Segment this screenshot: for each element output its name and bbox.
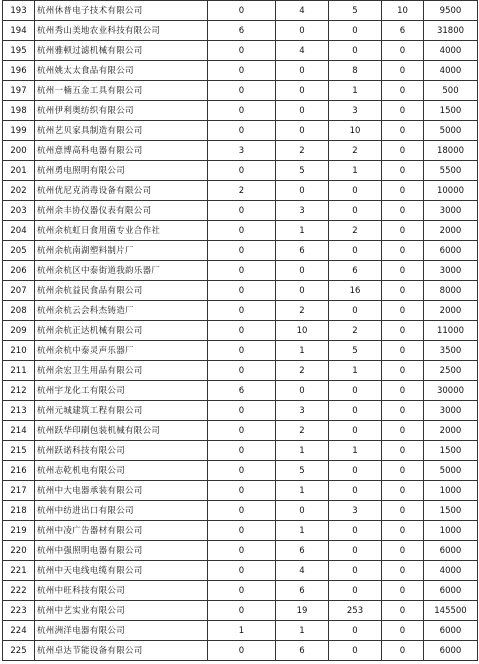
row-number-cell: 208: [3, 301, 35, 321]
amount-cell: 4000: [424, 61, 478, 81]
value-col-4-cell: 6: [382, 21, 424, 41]
table-row: [3, 641, 478, 661]
value-col-2-cell: 0: [276, 121, 329, 141]
value-col-4-cell: 0: [382, 261, 424, 281]
value-col-2-cell: 0: [276, 281, 329, 301]
company-name-cell: 杭州跃诺科技有限公司: [35, 441, 208, 461]
value-col-4-cell: 0: [382, 361, 424, 381]
value-col-3-cell: 0: [329, 561, 382, 581]
value-col-4-cell: 0: [382, 481, 424, 501]
value-col-3-cell: 1: [329, 441, 382, 461]
amount-cell: 5500: [424, 161, 478, 181]
value-col-1-cell: 3: [208, 141, 276, 161]
company-name-cell: 杭州余杭云会科杰铸造厂: [35, 301, 208, 321]
value-col-1-cell: 0: [208, 601, 276, 621]
company-name-cell: 杭州余丰协仪器仪表有限公司: [35, 201, 208, 221]
table-row: [3, 441, 478, 461]
value-col-2-cell: 5: [276, 161, 329, 181]
row-number-cell: 210: [3, 341, 35, 361]
value-col-3-cell: 16: [329, 281, 382, 301]
value-col-4-cell: 0: [382, 641, 424, 661]
amount-cell: 10000: [424, 181, 478, 201]
value-col-1-cell: 0: [208, 1, 276, 21]
company-name-cell: 杭州中纺进出口有限公司: [35, 501, 208, 521]
value-col-4-cell: 0: [382, 321, 424, 341]
table-row: [3, 21, 478, 41]
value-col-3-cell: 2: [329, 221, 382, 241]
value-col-1-cell: 1: [208, 621, 276, 641]
row-number-cell: 223: [3, 601, 35, 621]
value-col-4-cell: 0: [382, 241, 424, 261]
amount-cell: 3000: [424, 261, 478, 281]
value-col-2-cell: 3: [276, 201, 329, 221]
table-row: [3, 161, 478, 181]
value-col-2-cell: 6: [276, 241, 329, 261]
value-col-2-cell: 5: [276, 461, 329, 481]
value-col-3-cell: 2: [329, 321, 382, 341]
row-number-cell: 221: [3, 561, 35, 581]
amount-cell: 8000: [424, 281, 478, 301]
table-row: [3, 541, 478, 561]
company-name-cell: 杭州余宏卫生用品有限公司: [35, 361, 208, 381]
amount-cell: 1000: [424, 521, 478, 541]
value-col-1-cell: 0: [208, 201, 276, 221]
amount-cell: 1500: [424, 101, 478, 121]
value-col-4-cell: 0: [382, 81, 424, 101]
value-col-1-cell: 0: [208, 561, 276, 581]
value-col-2-cell: 4: [276, 1, 329, 21]
value-col-2-cell: 2: [276, 301, 329, 321]
amount-cell: 5000: [424, 461, 478, 481]
company-name-cell: 杭州中天电线电缆有限公司: [35, 561, 208, 581]
value-col-3-cell: 1: [329, 81, 382, 101]
amount-cell: 30000: [424, 381, 478, 401]
row-number-cell: 199: [3, 121, 35, 141]
row-number-cell: 216: [3, 461, 35, 481]
value-col-4-cell: 0: [382, 441, 424, 461]
value-col-2-cell: 6: [276, 581, 329, 601]
company-name-cell: 杭州秀山美地农业科技有限公司: [35, 21, 208, 41]
value-col-4-cell: 0: [382, 221, 424, 241]
row-number-cell: 202: [3, 181, 35, 201]
value-col-3-cell: 1: [329, 161, 382, 181]
value-col-1-cell: 0: [208, 161, 276, 181]
row-number-cell: 212: [3, 381, 35, 401]
value-col-2-cell: 0: [276, 21, 329, 41]
row-number-cell: 207: [3, 281, 35, 301]
amount-cell: 6000: [424, 541, 478, 561]
row-number-cell: 195: [3, 41, 35, 61]
company-data-table: [2, 0, 478, 661]
row-number-cell: 219: [3, 521, 35, 541]
value-col-4-cell: 0: [382, 561, 424, 581]
value-col-3-cell: 253: [329, 601, 382, 621]
table-row: [3, 181, 478, 201]
value-col-1-cell: 0: [208, 81, 276, 101]
table-row: [3, 561, 478, 581]
company-name-cell: 杭州雅顿过滤机械有限公司: [35, 41, 208, 61]
value-col-3-cell: 0: [329, 381, 382, 401]
company-name-cell: 杭州跃华印刷包装机械有限公司: [35, 421, 208, 441]
amount-cell: 4000: [424, 41, 478, 61]
company-name-cell: 杭州中大电器承装有限公司: [35, 481, 208, 501]
company-name-cell: 杭州宇龙化工有限公司: [35, 381, 208, 401]
value-col-4-cell: 0: [382, 521, 424, 541]
row-number-cell: 193: [3, 1, 35, 21]
amount-cell: 9500: [424, 1, 478, 21]
amount-cell: 11000: [424, 321, 478, 341]
table-row: [3, 81, 478, 101]
value-col-1-cell: 0: [208, 241, 276, 261]
company-name-cell: 杭州休普电子技术有限公司: [35, 1, 208, 21]
row-number-cell: 218: [3, 501, 35, 521]
value-col-3-cell: 0: [329, 481, 382, 501]
table-row: [3, 461, 478, 481]
table-row: [3, 401, 478, 421]
amount-cell: 6000: [424, 621, 478, 641]
row-number-cell: 194: [3, 21, 35, 41]
value-col-4-cell: 0: [382, 581, 424, 601]
value-col-2-cell: 1: [276, 441, 329, 461]
value-col-4-cell: 0: [382, 141, 424, 161]
value-col-4-cell: 0: [382, 381, 424, 401]
table-row: [3, 281, 478, 301]
company-name-cell: 杭州卓达节能设备有限公司: [35, 641, 208, 661]
value-col-1-cell: 0: [208, 521, 276, 541]
company-name-cell: 杭州元城建筑工程有限公司: [35, 401, 208, 421]
value-col-1-cell: 2: [208, 181, 276, 201]
value-col-3-cell: 0: [329, 401, 382, 421]
value-col-3-cell: 0: [329, 621, 382, 641]
value-col-1-cell: 0: [208, 321, 276, 341]
table-row: [3, 301, 478, 321]
value-col-2-cell: 1: [276, 521, 329, 541]
amount-cell: 1500: [424, 441, 478, 461]
table-row: [3, 381, 478, 401]
value-col-4-cell: 0: [382, 421, 424, 441]
row-number-cell: 196: [3, 61, 35, 81]
value-col-3-cell: 5: [329, 1, 382, 21]
company-name-cell: 杭州志乾机电有限公司: [35, 461, 208, 481]
row-number-cell: 224: [3, 621, 35, 641]
amount-cell: 3000: [424, 401, 478, 421]
amount-cell: 2000: [424, 301, 478, 321]
value-col-1-cell: 0: [208, 581, 276, 601]
amount-cell: 1000: [424, 481, 478, 501]
value-col-4-cell: 0: [382, 301, 424, 321]
table-row: [3, 201, 478, 221]
value-col-4-cell: 0: [382, 461, 424, 481]
table-row: [3, 121, 478, 141]
value-col-2-cell: 0: [276, 181, 329, 201]
row-number-cell: 209: [3, 321, 35, 341]
row-number-cell: 204: [3, 221, 35, 241]
amount-cell: 18000: [424, 141, 478, 161]
value-col-4-cell: 0: [382, 201, 424, 221]
value-col-2-cell: 2: [276, 361, 329, 381]
company-name-cell: 杭州中艺实业有限公司: [35, 601, 208, 621]
value-col-1-cell: 0: [208, 641, 276, 661]
table-row: [3, 361, 478, 381]
value-col-3-cell: 1: [329, 361, 382, 381]
value-col-2-cell: 0: [276, 501, 329, 521]
table-row: [3, 261, 478, 281]
row-number-cell: 197: [3, 81, 35, 101]
value-col-2-cell: 1: [276, 621, 329, 641]
company-name-cell: 杭州意博高科电器有限公司: [35, 141, 208, 161]
value-col-2-cell: 1: [276, 481, 329, 501]
value-col-2-cell: 6: [276, 541, 329, 561]
value-col-1-cell: 0: [208, 101, 276, 121]
row-number-cell: 198: [3, 101, 35, 121]
row-number-cell: 222: [3, 581, 35, 601]
company-name-cell: 杭州余杭南湖塑料制片厂: [35, 241, 208, 261]
row-number-cell: 215: [3, 441, 35, 461]
amount-cell: 500: [424, 81, 478, 101]
table-row: [3, 521, 478, 541]
value-col-2-cell: 2: [276, 421, 329, 441]
row-number-cell: 217: [3, 481, 35, 501]
row-number-cell: 205: [3, 241, 35, 261]
value-col-3-cell: 0: [329, 421, 382, 441]
value-col-3-cell: 0: [329, 641, 382, 661]
value-col-4-cell: 0: [382, 61, 424, 81]
value-col-2-cell: 0: [276, 261, 329, 281]
value-col-1-cell: 0: [208, 281, 276, 301]
value-col-1-cell: 0: [208, 261, 276, 281]
value-col-1-cell: 0: [208, 501, 276, 521]
table-row: [3, 141, 478, 161]
table-row: [3, 581, 478, 601]
amount-cell: 1500: [424, 501, 478, 521]
value-col-3-cell: 8: [329, 61, 382, 81]
table-row: [3, 241, 478, 261]
value-col-1-cell: 0: [208, 541, 276, 561]
value-col-1-cell: 0: [208, 481, 276, 501]
company-name-cell: 杭州伊利奥纺织有限公司: [35, 101, 208, 121]
value-col-3-cell: 0: [329, 21, 382, 41]
value-col-2-cell: 0: [276, 381, 329, 401]
value-col-1-cell: 0: [208, 221, 276, 241]
table-body: [3, 1, 478, 661]
table-row: [3, 621, 478, 641]
row-number-cell: 213: [3, 401, 35, 421]
value-col-1-cell: 6: [208, 381, 276, 401]
row-number-cell: 220: [3, 541, 35, 561]
value-col-3-cell: 3: [329, 501, 382, 521]
value-col-2-cell: 3: [276, 401, 329, 421]
value-col-1-cell: 0: [208, 121, 276, 141]
value-col-2-cell: 19: [276, 601, 329, 621]
value-col-2-cell: 6: [276, 641, 329, 661]
value-col-1-cell: 0: [208, 461, 276, 481]
table-row: [3, 601, 478, 621]
value-col-1-cell: 0: [208, 341, 276, 361]
amount-cell: 145500: [424, 601, 478, 621]
amount-cell: 4000: [424, 561, 478, 581]
company-name-cell: 杭州一楠五金工具有限公司: [35, 81, 208, 101]
value-col-1-cell: 0: [208, 441, 276, 461]
row-number-cell: 200: [3, 141, 35, 161]
table-row: [3, 481, 478, 501]
value-col-4-cell: 0: [382, 41, 424, 61]
value-col-3-cell: 6: [329, 261, 382, 281]
company-name-cell: 杭州中凌广告器材有限公司: [35, 521, 208, 541]
value-col-4-cell: 0: [382, 121, 424, 141]
company-name-cell: 杭州姚太太食品有限公司: [35, 61, 208, 81]
amount-cell: 6000: [424, 241, 478, 261]
value-col-4-cell: 0: [382, 101, 424, 121]
value-col-3-cell: 0: [329, 201, 382, 221]
row-number-cell: 225: [3, 641, 35, 661]
table-row: [3, 1, 478, 21]
value-col-2-cell: 4: [276, 561, 329, 581]
company-name-cell: 杭州余杭区中泰街道我韵乐器厂: [35, 261, 208, 281]
company-name-cell: 杭州中旺科技有限公司: [35, 581, 208, 601]
value-col-4-cell: 0: [382, 621, 424, 641]
value-col-4-cell: 0: [382, 181, 424, 201]
value-col-2-cell: 1: [276, 221, 329, 241]
value-col-1-cell: 0: [208, 61, 276, 81]
table-row: [3, 341, 478, 361]
value-col-2-cell: 4: [276, 41, 329, 61]
value-col-1-cell: 0: [208, 301, 276, 321]
value-col-3-cell: 5: [329, 341, 382, 361]
value-col-3-cell: 0: [329, 181, 382, 201]
value-col-2-cell: 1: [276, 341, 329, 361]
value-col-1-cell: 0: [208, 401, 276, 421]
amount-cell: 2500: [424, 361, 478, 381]
value-col-4-cell: 0: [382, 601, 424, 621]
row-number-cell: 201: [3, 161, 35, 181]
amount-cell: 6000: [424, 581, 478, 601]
value-col-2-cell: 0: [276, 61, 329, 81]
value-col-3-cell: 0: [329, 241, 382, 261]
table-row: [3, 221, 478, 241]
value-col-3-cell: 3: [329, 101, 382, 121]
table-row: [3, 501, 478, 521]
amount-cell: 5000: [424, 121, 478, 141]
row-number-cell: 203: [3, 201, 35, 221]
table-row: [3, 61, 478, 81]
value-col-1-cell: 0: [208, 361, 276, 381]
company-name-cell: 杭州余杭中泰灵声乐器厂: [35, 341, 208, 361]
table-row: [3, 421, 478, 441]
company-name-cell: 杭州艺贝家具制造有限公司: [35, 121, 208, 141]
amount-cell: 2000: [424, 221, 478, 241]
company-name-cell: 杭州优尼克消毒设备有限公司: [35, 181, 208, 201]
company-name-cell: 杭州中强照明电器有限公司: [35, 541, 208, 561]
value-col-2-cell: 0: [276, 81, 329, 101]
value-col-3-cell: 10: [329, 121, 382, 141]
company-name-cell: 杭州洲洋电器有限公司: [35, 621, 208, 641]
amount-cell: 3000: [424, 201, 478, 221]
table-row: [3, 101, 478, 121]
amount-cell: 2000: [424, 421, 478, 441]
table-row: [3, 41, 478, 61]
value-col-3-cell: 0: [329, 301, 382, 321]
company-name-cell: 杭州余杭正达机械有限公司: [35, 321, 208, 341]
value-col-1-cell: 0: [208, 421, 276, 441]
value-col-4-cell: 0: [382, 341, 424, 361]
row-number-cell: 206: [3, 261, 35, 281]
amount-cell: 31800: [424, 21, 478, 41]
row-number-cell: 214: [3, 421, 35, 441]
value-col-3-cell: 2: [329, 141, 382, 161]
value-col-4-cell: 10: [382, 1, 424, 21]
value-col-2-cell: 0: [276, 101, 329, 121]
row-number-cell: 211: [3, 361, 35, 381]
value-col-4-cell: 0: [382, 161, 424, 181]
value-col-2-cell: 10: [276, 321, 329, 341]
value-col-1-cell: 6: [208, 21, 276, 41]
value-col-4-cell: 0: [382, 401, 424, 421]
table-row: [3, 321, 478, 341]
value-col-4-cell: 0: [382, 501, 424, 521]
value-col-4-cell: 0: [382, 541, 424, 561]
value-col-3-cell: 0: [329, 521, 382, 541]
value-col-4-cell: 0: [382, 281, 424, 301]
value-col-3-cell: 0: [329, 581, 382, 601]
amount-cell: 6000: [424, 641, 478, 661]
value-col-3-cell: 0: [329, 541, 382, 561]
value-col-3-cell: 0: [329, 461, 382, 481]
company-name-cell: 杭州余杭虹日食用菌专业合作社: [35, 221, 208, 241]
amount-cell: 3500: [424, 341, 478, 361]
company-name-cell: 杭州余杭益民食品有限公司: [35, 281, 208, 301]
value-col-1-cell: 0: [208, 41, 276, 61]
value-col-3-cell: 0: [329, 41, 382, 61]
value-col-2-cell: 2: [276, 141, 329, 161]
company-name-cell: 杭州勇电照明有限公司: [35, 161, 208, 181]
